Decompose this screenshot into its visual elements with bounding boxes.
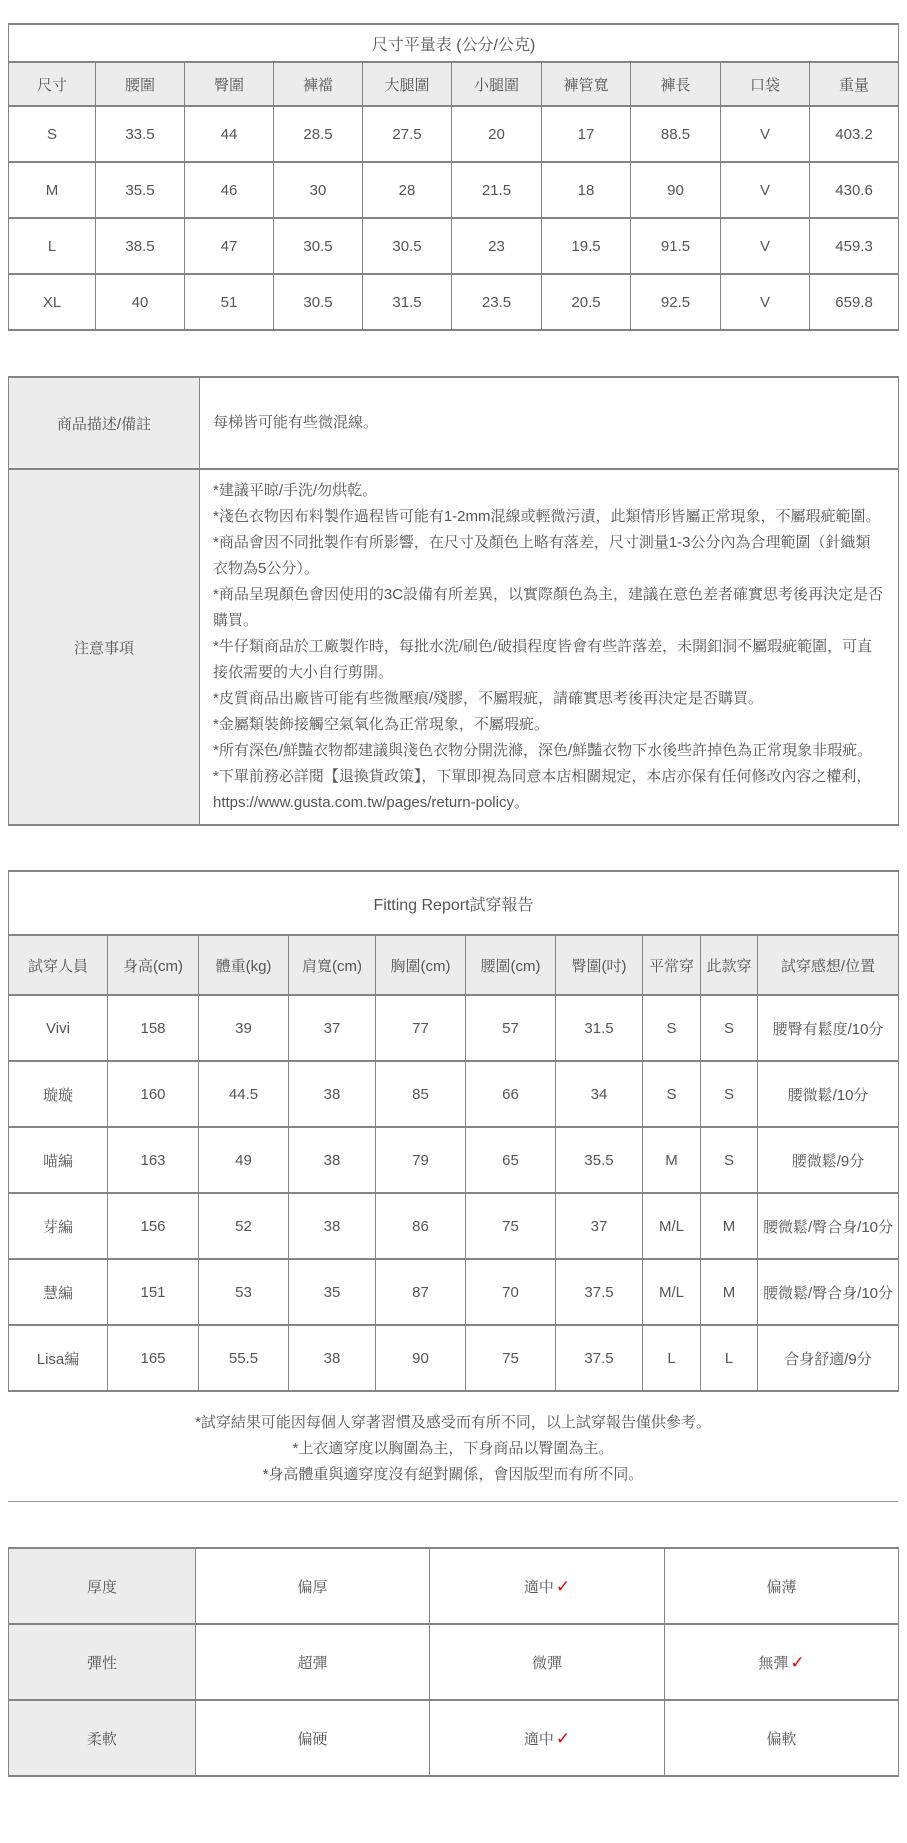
size-cell: 88.5 [631,106,721,162]
note-line: *牛仔類商品於工廠製作時，每批水洗/刷色/破損程度皆會有些許落差，未開釦洞不屬瑕疵範圍，可直接依需要的大小自行剪開。 [213,638,873,681]
fitting-row [9,995,899,1061]
size-cell: 18 [542,162,631,218]
size-cell: 30.5 [274,274,363,330]
attr-option-text: 偏薄 [766,1578,797,1596]
size-cell: 28.5 [274,106,363,162]
attr-row-thickness [9,1548,899,1624]
size-cell: 20 [452,106,542,162]
attr-option [196,1548,430,1624]
size-cell: 47 [185,218,274,274]
fitting-cell: 86 [376,1193,466,1259]
fitting-cell: 37.5 [556,1325,643,1391]
attr-option-text: 適中 [523,1578,554,1596]
fitting-title-row [9,871,899,935]
fitting-cell: 163 [108,1127,199,1193]
fitting-cell: M/L [643,1259,701,1325]
fitting-col-header: 此款穿 [701,935,758,995]
fitting-col-header: 胸圍(cm) [376,935,466,995]
fitting-cell: 腰微鬆/10分 [758,1061,899,1127]
size-col-header: 褲長 [631,62,721,106]
fitting-cell: 腰臀有鬆度/10分 [758,995,899,1061]
size-cell: 19.5 [542,218,631,274]
size-cell: S [9,106,96,162]
size-cell: 33.5 [96,106,185,162]
size-cell: 27.5 [363,106,452,162]
size-cell: M [9,162,96,218]
fitting-footnote: *身高體重與適穿度沒有絕對關係，會因版型而有所不同。 [262,1466,644,1483]
fitting-row [9,1193,899,1259]
size-col-header: 臀圍 [185,62,274,106]
fitting-cell: 77 [376,995,466,1061]
notice-row [9,469,899,825]
attr-option-text: 偏硬 [297,1730,328,1748]
size-cell: 51 [185,274,274,330]
size-col-header: 褲管寬 [542,62,631,106]
size-cell: 44 [185,106,274,162]
size-cell: 403.2 [810,106,899,162]
check-icon: ✓ [555,1728,571,1749]
notice-label: 注意事項 [9,469,200,825]
fitting-cell: 34 [556,1061,643,1127]
note-line: *商品呈現顏色會因使用的3C設備有所差異，以實際顏色為主，建議在意色差者確實思考後再決定是否購買。 [213,586,884,629]
fitting-cell: 腰微鬆/9分 [758,1127,899,1193]
size-cell: 31.5 [363,274,452,330]
fitting-cell: 39 [199,995,289,1061]
attr-option-text: 適中 [523,1730,554,1748]
size-col-header: 尺寸 [9,62,96,106]
fitting-cell: 75 [466,1193,556,1259]
fitting-cell: 35 [289,1259,376,1325]
fitting-cell: S [643,995,701,1061]
fitting-cell: 66 [466,1061,556,1127]
attr-option-text: 超彈 [297,1654,328,1672]
fitting-cell: 87 [376,1259,466,1325]
size-row-s [9,106,899,162]
fitting-cell: 38 [289,1127,376,1193]
size-cell: 35.5 [96,162,185,218]
fitting-cell: 151 [108,1259,199,1325]
fitting-cell: 55.5 [199,1325,289,1391]
fitting-col-header: 試穿人員 [9,935,108,995]
fitting-cell: 腰微鬆/臀合身/10分 [758,1193,899,1259]
size-cell: 430.6 [810,162,899,218]
attr-option [665,1700,899,1776]
size-col-header: 小腿圍 [452,62,542,106]
fitting-row [9,1061,899,1127]
attr-option [196,1624,430,1700]
size-cell: 21.5 [452,162,542,218]
size-col-header: 重量 [810,62,899,106]
fitting-cell: 156 [108,1193,199,1259]
fitting-col-header: 臀圍(吋) [556,935,643,995]
fitting-col-header: 腰圍(cm) [466,935,556,995]
check-icon: ✓ [555,1576,571,1597]
fitting-cell: 49 [199,1127,289,1193]
fitting-footnote: *上衣適穿度以胸圍為主，下身商品以臀圍為主。 [292,1440,614,1457]
attr-row-softness [9,1700,899,1776]
attr-option [430,1624,665,1700]
fitting-cell: M/L [643,1193,701,1259]
fitting-cell: M [701,1193,758,1259]
size-table [8,23,899,331]
fitting-report-table [8,870,899,1392]
fitting-cell: 79 [376,1127,466,1193]
fitting-cell: S [643,1061,701,1127]
size-cell: 30.5 [274,218,363,274]
fitting-cell: 璇璇 [9,1061,108,1127]
note-line: *商品會因不同批製作有所影響，在尺寸及顏色上略有落差，尺寸測量1-3公分內為合理範圍（針織類衣物為5公分）。 [213,534,871,577]
size-cell: 28 [363,162,452,218]
fitting-header-row [9,935,899,995]
size-cell: V [721,162,810,218]
size-col-header: 腰圍 [96,62,185,106]
fitting-cell: Vivi [9,995,108,1061]
size-cell: 17 [542,106,631,162]
section-divider [8,1501,898,1502]
fitting-col-header: 平常穿 [643,935,701,995]
note-line: *建議平晾/手洗/勿烘乾。 [213,482,378,499]
size-cell: V [721,218,810,274]
size-cell: 20.5 [542,274,631,330]
size-cell: 92.5 [631,274,721,330]
size-table-header-row [9,62,899,106]
fitting-cell: 37 [289,995,376,1061]
fitting-col-header: 試穿感想/位置 [758,935,899,995]
fitting-cell: 慧編 [9,1259,108,1325]
fitting-cell: 75 [466,1325,556,1391]
fitting-col-header: 身高(cm) [108,935,199,995]
attr-label: 彈性 [9,1624,196,1700]
fabric-attribute-table [8,1547,899,1777]
fitting-row [9,1325,899,1391]
fitting-cell: 165 [108,1325,199,1391]
fitting-cell: 37 [556,1193,643,1259]
fitting-cell: S [701,1061,758,1127]
fitting-cell: 90 [376,1325,466,1391]
size-cell: 91.5 [631,218,721,274]
fitting-cell: 腰微鬆/臀合身/10分 [758,1259,899,1325]
attr-option [196,1700,430,1776]
size-col-header: 褲襠 [274,62,363,106]
fitting-cell: L [643,1325,701,1391]
fitting-cell: S [701,1127,758,1193]
fitting-footnote: *試穿結果可能因每個人穿著習慣及感受而有所不同，以上試穿報告僅供參考。 [195,1414,711,1431]
description-row [9,377,899,469]
fitting-cell: 160 [108,1061,199,1127]
fitting-cell: 31.5 [556,995,643,1061]
fitting-cell: L [701,1325,758,1391]
size-cell: V [721,274,810,330]
attr-option-text: 偏軟 [766,1730,797,1748]
note-line: 每梯皆可能有些微混線。 [213,414,379,431]
fitting-cell: M [701,1259,758,1325]
fitting-cell: 52 [199,1193,289,1259]
size-cell: 30 [274,162,363,218]
size-cell: 40 [96,274,185,330]
attr-option [665,1548,899,1624]
check-icon: ✓ [790,1652,805,1673]
size-cell: 459.3 [810,218,899,274]
fitting-cell: M [643,1127,701,1193]
attr-option [430,1700,665,1776]
attr-option-text: 無彈 [758,1654,789,1672]
size-cell: L [9,218,96,274]
description-content [200,377,899,469]
size-row-l [9,218,899,274]
attr-label: 柔軟 [9,1700,196,1776]
fitting-cell: Lisa編 [9,1325,108,1391]
fitting-cell: 37.5 [556,1259,643,1325]
notice-content [200,469,899,825]
attr-row-elasticity [9,1624,899,1700]
note-line: *所有深色/鮮豔衣物都建議與淺色衣物分開洗滌，深色/鮮豔衣物下水後些許掉色為正常現象非瑕疵。 [213,742,873,759]
fitting-cell: 喵編 [9,1127,108,1193]
fitting-cell: 35.5 [556,1127,643,1193]
fitting-col-header: 肩寬(cm) [289,935,376,995]
fitting-cell: 38 [289,1325,376,1391]
fitting-cell: 38 [289,1061,376,1127]
size-row-xl [9,274,899,330]
fitting-report-title: Fitting Report試穿報告 [9,871,899,935]
size-col-header: 口袋 [721,62,810,106]
size-cell: 90 [631,162,721,218]
attr-label: 厚度 [9,1548,196,1624]
size-cell: 659.8 [810,274,899,330]
size-cell: 23.5 [452,274,542,330]
fitting-cell: 44.5 [199,1061,289,1127]
fitting-cell: 158 [108,995,199,1061]
fitting-cell: 65 [466,1127,556,1193]
size-cell: XL [9,274,96,330]
size-col-header: 大腿圍 [363,62,452,106]
size-row-m [9,162,899,218]
fitting-cell: 合身舒適/9分 [758,1325,899,1391]
size-cell: 30.5 [363,218,452,274]
note-line: *下單前務必詳閱【退換貨政策】，下單即視為同意本店相關規定，本店亦保有任何修改內容之權利，https://www.gusta.com.tw/pages/return-policy。 [213,768,872,811]
attr-option-text: 偏厚 [297,1578,328,1596]
note-line: *金屬類裝飾接觸空氣氧化為正常現象，不屬瑕疵。 [213,716,549,733]
fitting-cell: 85 [376,1061,466,1127]
fitting-cell: 57 [466,995,556,1061]
size-cell: 38.5 [96,218,185,274]
size-cell: 23 [452,218,542,274]
size-table-title-row [9,24,899,62]
note-line: *皮質商品出廠皆可能有些微壓痕/殘膠，不屬瑕疵，請確實思考後再決定是否購買。 [213,690,764,707]
size-cell: V [721,106,810,162]
size-cell: 46 [185,162,274,218]
fitting-cell: 38 [289,1193,376,1259]
fitting-footnotes [8,1410,898,1488]
description-label: 商品描述/備註 [9,377,200,469]
attr-option [665,1624,899,1700]
fitting-cell: S [701,995,758,1061]
note-line: *淺色衣物因布料製作過程皆可能有1-2mm混線或輕微污漬，此類情形皆屬正常現象，不屬瑕疵範圍。 [213,508,881,525]
attr-option-text: 微彈 [531,1654,562,1672]
fitting-col-header: 體重(kg) [199,935,289,995]
fitting-cell: 芽編 [9,1193,108,1259]
fitting-cell: 53 [199,1259,289,1325]
size-table-title: 尺寸平量表 (公分/公克) [9,24,899,62]
attr-option [430,1548,665,1624]
fitting-cell: 70 [466,1259,556,1325]
fitting-row [9,1127,899,1193]
fitting-row [9,1259,899,1325]
notes-table [8,376,899,826]
